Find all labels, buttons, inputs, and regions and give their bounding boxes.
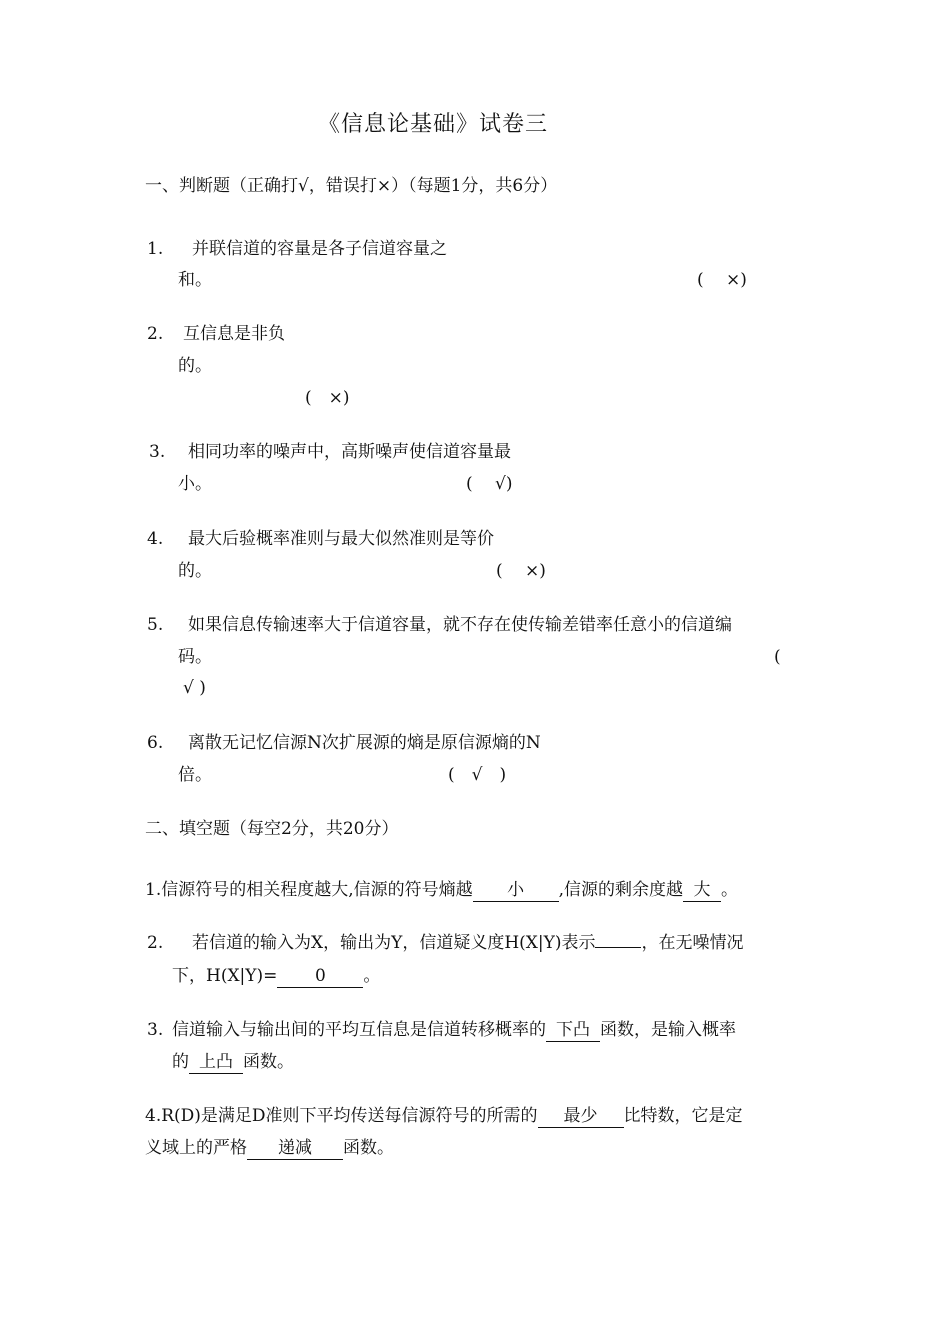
fill-question-4-cont <box>145 1140 394 1160</box>
page-title: 《信息论基础》试卷三 <box>318 112 549 137</box>
fill-question-2-cont <box>172 968 380 988</box>
section2-heading: 二、填空题（每空2分，共20分） <box>145 819 399 839</box>
item-answer: ( ×) <box>305 388 350 408</box>
item-text: 最大后验概率准则与最大似然准则是等价 <box>188 529 494 549</box>
item-answer: ( √ ) <box>448 765 507 785</box>
item-text: 如果信息传输速率大于信道容量，就不存在使传输差错率任意小的信道编 <box>188 615 732 635</box>
q4-text-2: 比特数，它是定 <box>623 1106 743 1126</box>
item-text: 并联信道的容量是各子信道容量之 <box>192 239 447 259</box>
q3-blank-1: 下凸 <box>546 1022 600 1042</box>
q1-blank-2: 大 <box>683 882 721 902</box>
item-text-cont: 小。 <box>178 474 212 494</box>
item-text-cont: 倍。 <box>178 765 212 785</box>
fill-question-1 <box>145 882 738 902</box>
q2-text-1: 若信道的输入为X，输出为Y，信道疑义度H(X|Y)表示 <box>192 933 596 953</box>
item-number: 4. <box>147 529 164 549</box>
item-text-cont: 码。 <box>178 647 212 667</box>
q3-blank-2: 上凸 <box>189 1054 243 1074</box>
q2-number: 2. <box>147 933 164 953</box>
q4-text-4: 函数。 <box>343 1138 394 1158</box>
q4-text-1: 4.R(D)是满足D准则下平均传送每信源符号的所需的 <box>145 1106 538 1126</box>
item-text-cont: 和。 <box>178 270 212 290</box>
fill-question-3-cont <box>172 1054 294 1074</box>
fill-question-2 <box>192 935 743 952</box>
q3-text-4: 函数。 <box>243 1052 294 1072</box>
q3-text-3: 的 <box>172 1052 189 1072</box>
section1-heading: 一、判断题（正确打√，错误打×）（每题1分，共6分） <box>145 176 558 196</box>
item-answer-close: √ ) <box>183 678 206 698</box>
item-text-cont: 的。 <box>178 561 212 581</box>
q1-text-2: ,信源的剩余度越 <box>558 880 684 900</box>
q4-blank-2: 递减 <box>247 1140 343 1160</box>
q2-text-4: 。 <box>363 966 381 986</box>
item-answer-open: ( <box>774 647 781 667</box>
item-text: 相同功率的噪声中，高斯噪声使信道容量最 <box>188 442 511 462</box>
item-text: 离散无记忆信源N次扩展源的熵是原信源熵的N <box>188 733 541 753</box>
q4-blank-1: 最少 <box>538 1108 624 1128</box>
item-number: 1. <box>147 239 164 259</box>
q2-text-3: 下，H(X|Y)= <box>172 966 278 986</box>
q2-blank-1 <box>595 945 641 948</box>
item-number: 6. <box>147 733 164 753</box>
item-answer: ( √) <box>466 474 513 494</box>
q3-text-2: 函数，是输入概率 <box>600 1020 736 1040</box>
q1-text-3: 。 <box>721 880 739 900</box>
item-text-cont: 的。 <box>178 356 212 376</box>
item-answer: ( ×) <box>496 561 546 581</box>
item-number: 3. <box>149 442 166 462</box>
q3-text-1: 信道输入与输出间的平均互信息是信道转移概率的 <box>172 1020 546 1040</box>
fill-question-3 <box>172 1022 736 1042</box>
q2-blank-2: 0 <box>277 968 363 988</box>
q1-text-1: 1.信源符号的相关程度越大,信源的符号熵越 <box>145 880 473 900</box>
q1-blank-1: 小 <box>473 882 559 902</box>
q2-text-2: ，在无噪情况 <box>641 933 744 953</box>
q4-text-3: 义域上的严格 <box>145 1138 247 1158</box>
item-text: 互信息是非负 <box>183 324 285 344</box>
item-number: 2. <box>147 324 164 344</box>
item-number: 5. <box>147 615 164 635</box>
fill-question-4 <box>145 1108 743 1128</box>
q3-number: 3. <box>147 1020 164 1040</box>
item-answer: ( ×) <box>697 270 747 290</box>
